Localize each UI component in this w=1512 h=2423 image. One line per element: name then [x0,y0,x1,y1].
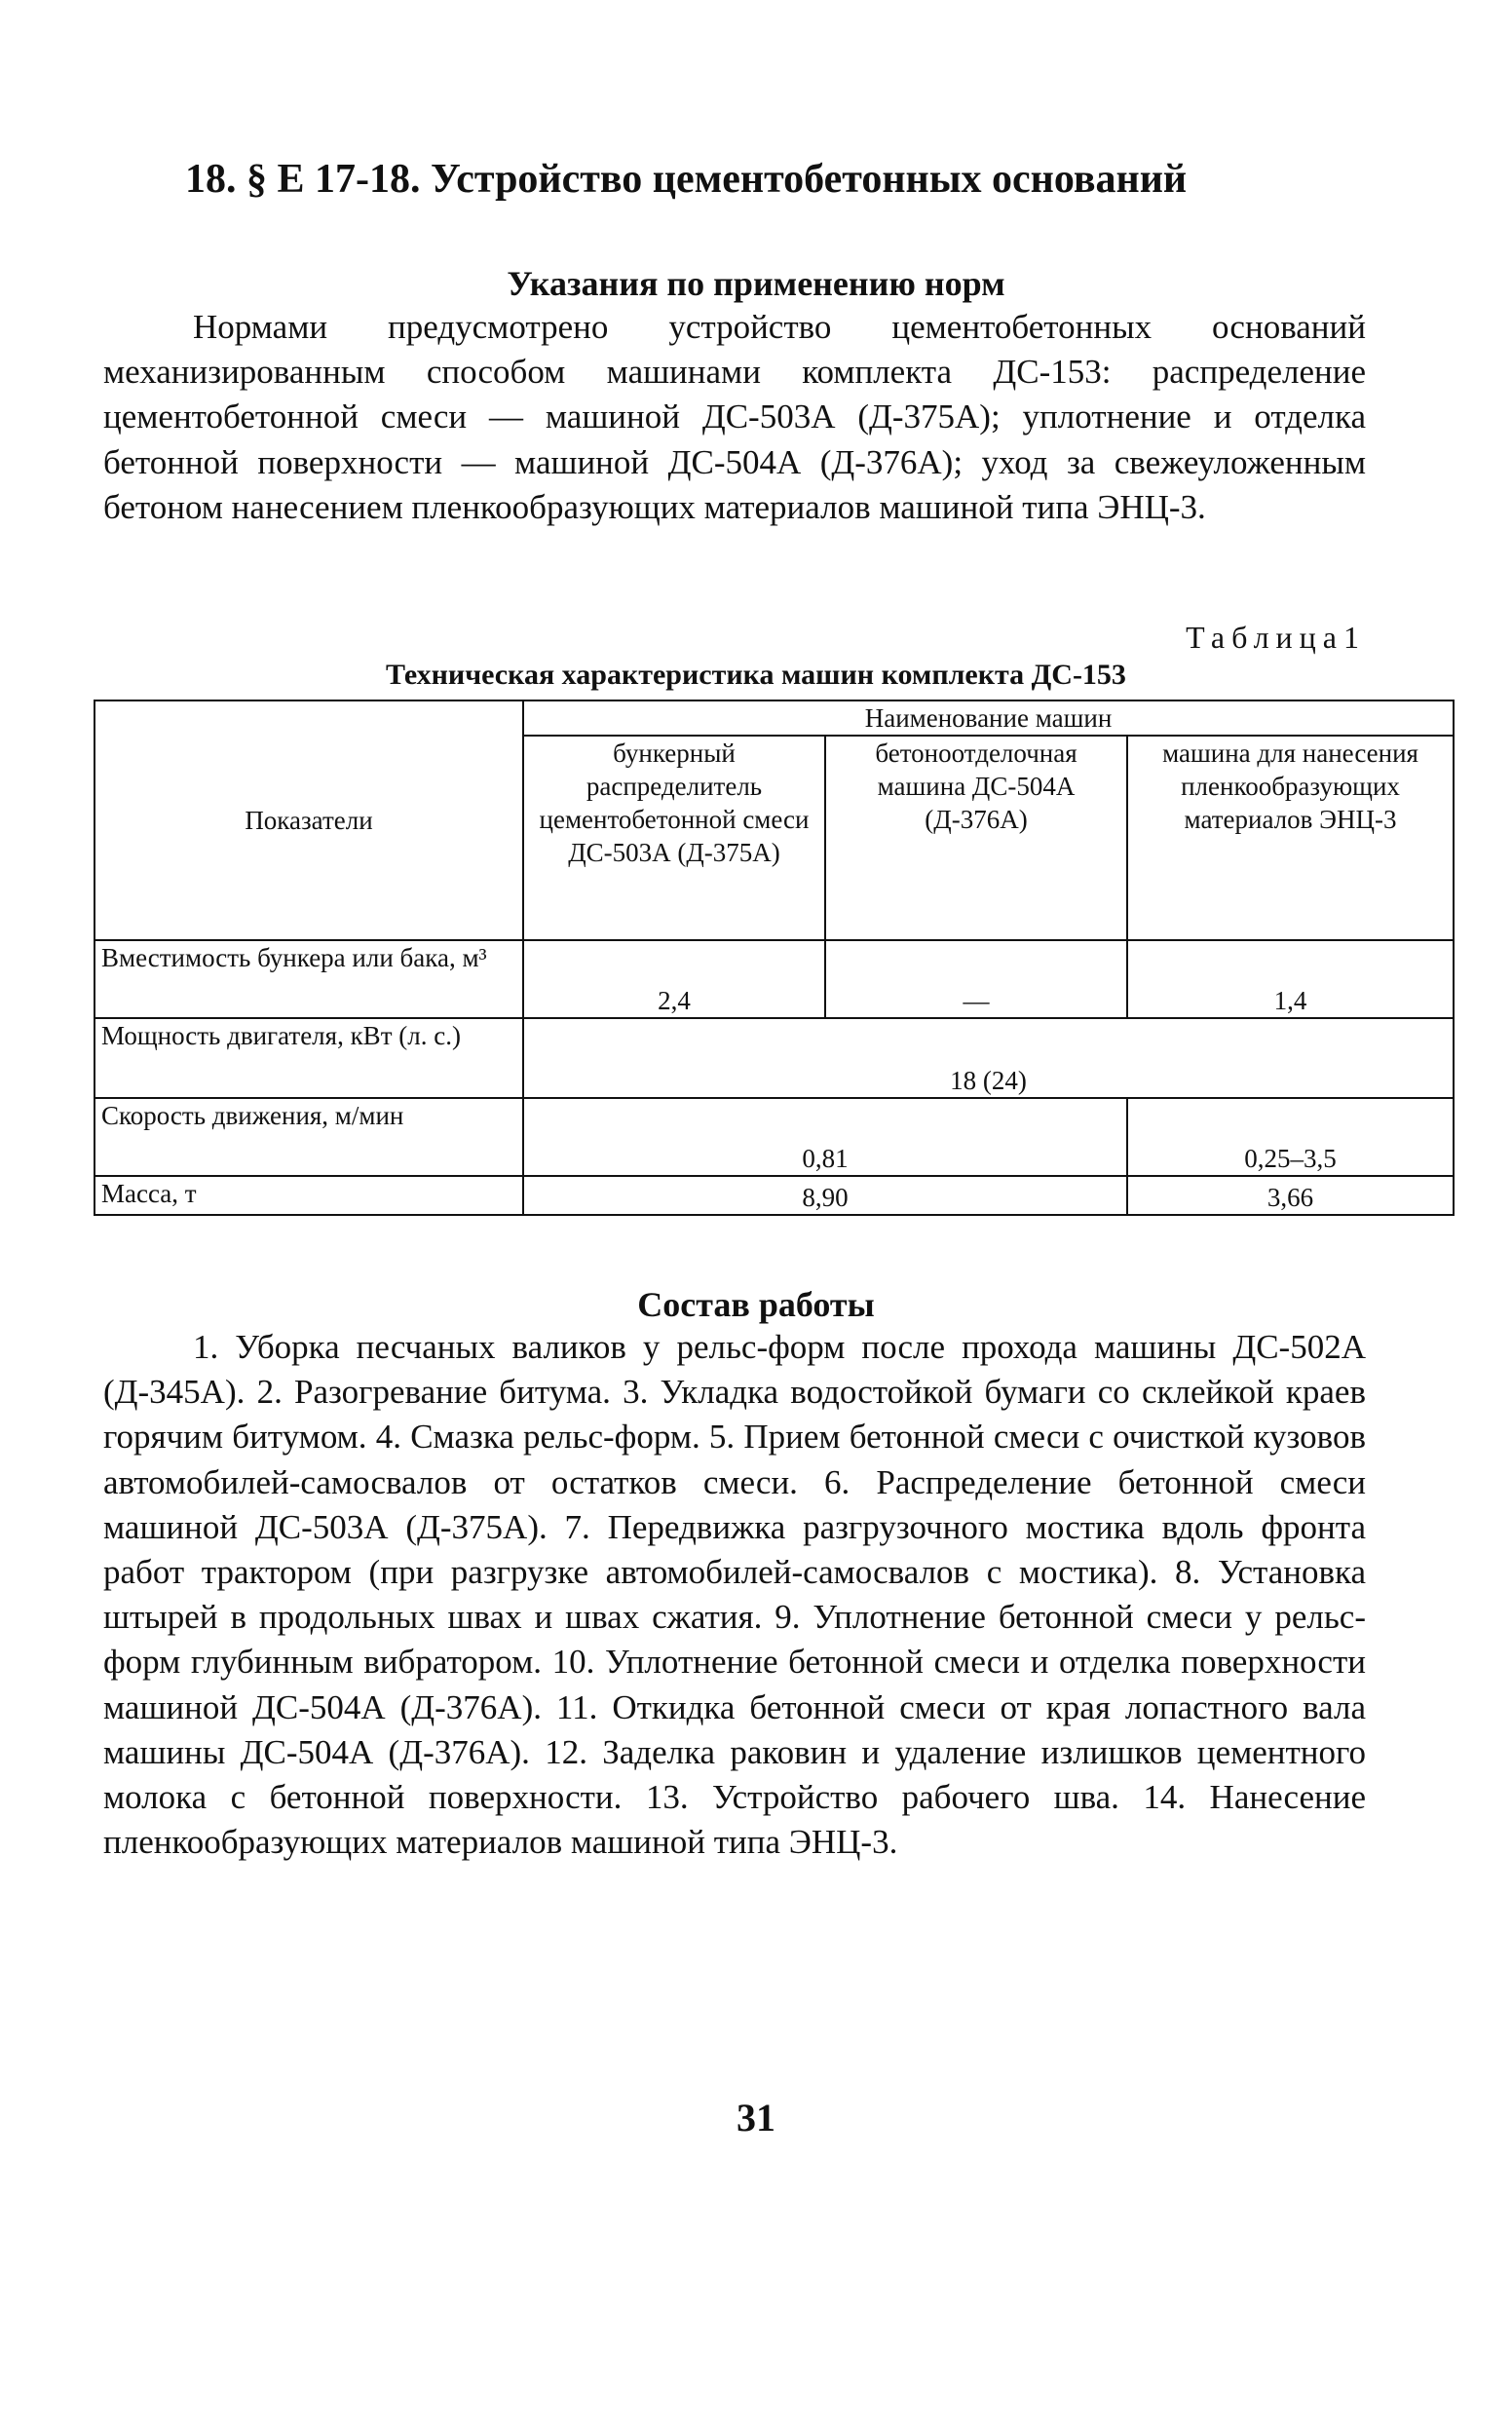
cell-speed-m12: 0,81 [523,1098,1127,1176]
table-row [94,1018,1454,1098]
machine-name-1: бункерный распределитель цементобетонной смеси ДС-503А (Д-375А) [523,736,825,940]
cell-capacity-m2: — [825,940,1127,1018]
row-label-capacity: Вместимость бункера или бака, м³ [94,940,523,1018]
table-row [94,1176,1454,1215]
specs-table [94,700,1455,1216]
cell-capacity-m3: 1,4 [1127,940,1454,1018]
indicators-header: Показатели [94,700,523,940]
machine-name-3: машина для нанесения пленкообразующих материалов ЭНЦ-3 [1127,736,1454,940]
guidelines-heading: Указания по применению норм [507,264,1005,303]
table-header-row [94,700,1454,736]
work-paragraph: 1. Уборка песчаных валиков у рельс-форм после прохода машины ДС-502А (Д-345А). 2. Разогревание битума. 3. Укладка водостойкой бумаги со склейкой краев горячим битумом. 4. Смазка рельс-форм. 5. Прием бетонной смеси с очисткой кузовов автомобилей-самосвалов от остатков смеси. 6. Распределение бетонной смеси машиной ДС-503А (Д-375А). 7. Передвижка разгрузочного мостика вдоль фронта работ трактором (при разгрузке автомобилей-самосвалов с мостика). 8. Установка штырей в продольных швах и швах сжатия. 9. Уплотнение бетонной смеси у рельс-форм глубинным вибратором. 10. Уплотнение бетонной смеси и отделка поверхности машиной ДС-504А (Д-376А). 11. Откидка бетонной смеси от края лопастного вала машины ДС-504А (Д-376А). 12. Заделка раковин и удаление излишков цементного молока с бетонной поверхности. 13. Устройство рабочего шва. 14. Нанесение пленкообразующих материалов машиной типа ЭНЦ-3. [103,1328,1366,1862]
table-title: Техническая характеристика машин комплекта ДС-153 [386,659,1126,691]
cell-speed-m3: 0,25–3,5 [1127,1098,1454,1176]
cell-mass-m12: 8,90 [523,1176,1127,1215]
machines-header: Наименование машин [523,700,1454,736]
row-label-mass: Масса, т [94,1176,523,1215]
guidelines-paragraph: Нормами предусмотрено устройство цементобетонных оснований механизированным способом машинами комплекта ДС-153: распределение цементобетонной смеси — машиной ДС-503А (Д-375А); уплотнение и отделка бетонной поверхности — машиной ДС-504А (Д-376А); уход за свежеуложенным бетоном нанесением пленкообразующих материалов машиной типа ЭНЦ-3. [103,308,1366,526]
cell-mass-m3: 3,66 [1127,1176,1454,1215]
machine-name-2: бетоноотделочная машина ДС-504А (Д-376А) [825,736,1127,940]
table-row [94,1098,1454,1176]
row-label-speed: Скорость движения, м/мин [94,1098,523,1176]
section-title: 18. § Е 17-18. Устройство цементобетонных оснований [185,157,1188,202]
row-label-power: Мощность двигателя, кВт (л. с.) [94,1018,523,1098]
table-row [94,940,1454,1018]
cell-power-all: 18 (24) [523,1018,1454,1098]
cell-capacity-m1: 2,4 [523,940,825,1018]
work-heading: Состав работы [637,1285,875,1324]
page-number: 31 [737,2096,775,2139]
table-label: Таблица1 [1186,620,1366,655]
